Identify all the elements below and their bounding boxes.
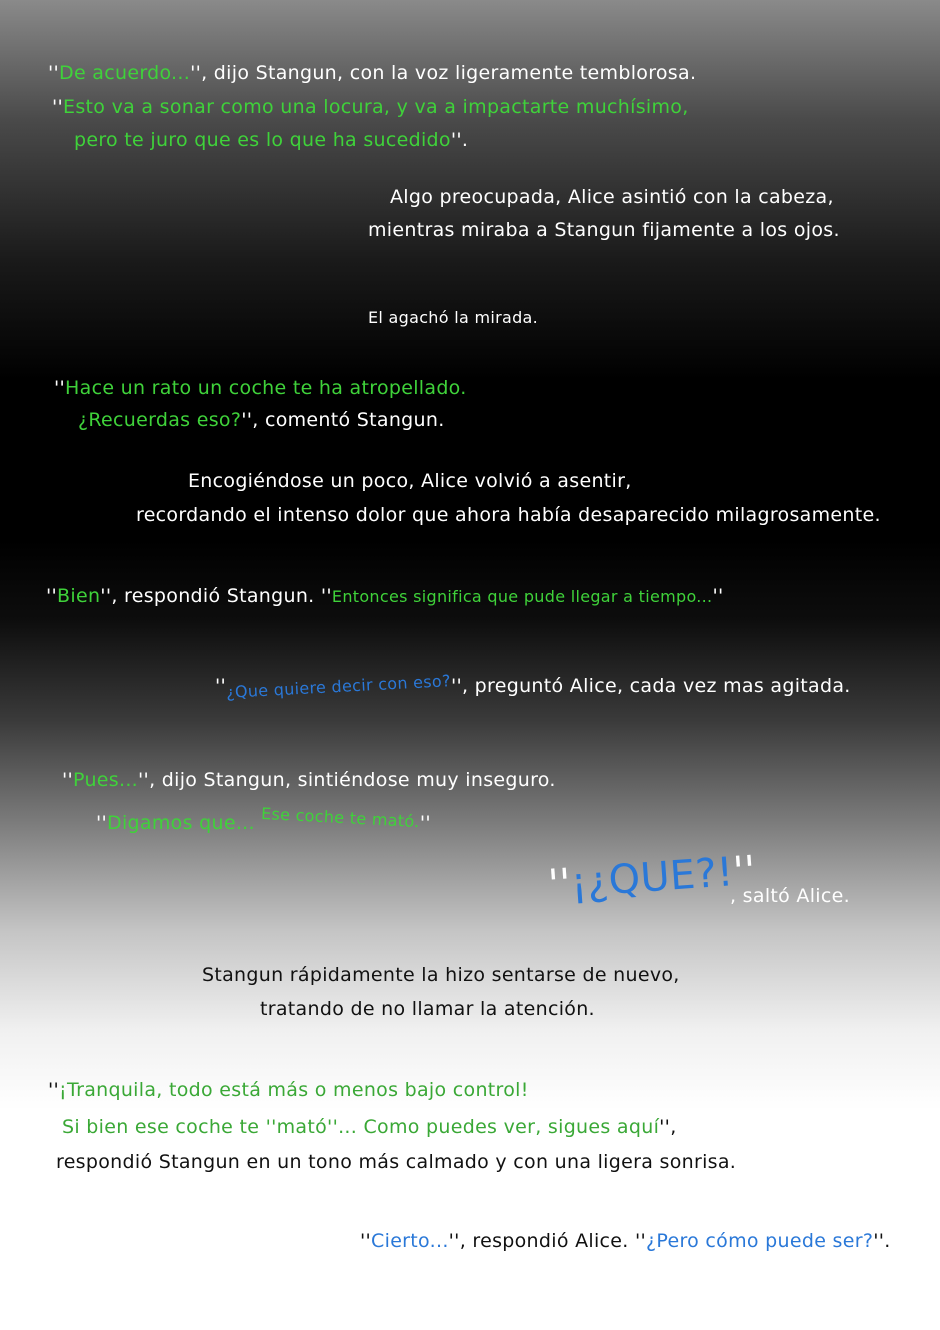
- narration: '', preguntó Alice, cada vez mas agitada.: [450, 675, 851, 697]
- narration-line: [730, 885, 850, 907]
- narration: '', respondió Stangun. '': [100, 585, 332, 607]
- stangun-speech: Ese coche te mató.: [260, 803, 421, 832]
- dialogue-line: [46, 585, 724, 607]
- dialogue-line: [360, 1230, 891, 1252]
- narration-line: [136, 504, 881, 526]
- quote-mark: '': [419, 812, 431, 834]
- narration-line: [56, 1151, 736, 1173]
- alice-speech: Cierto...: [371, 1230, 449, 1252]
- dialogue-line: [215, 671, 851, 702]
- narration: respondió Stangun en un tono más calmado y con una ligera sonrisa.: [56, 1151, 737, 1173]
- alice-speech: ¿Que quiere decir con eso?: [225, 671, 452, 702]
- dialogue-line: [52, 96, 689, 118]
- stangun-speech: pero te juro que es lo que ha sucedido: [74, 129, 451, 151]
- narration: '', dijo Stangun, sintiéndose muy inseguro.: [138, 769, 556, 791]
- quote-mark: '': [46, 585, 58, 607]
- stangun-speech: Entonces significa que pude llegar a tiempo...: [331, 587, 713, 606]
- alice-exclamation: [547, 848, 758, 908]
- narration: mientras miraba a Stangun fijamente a los ojos.: [368, 219, 840, 241]
- quote-mark: '',: [659, 1116, 677, 1138]
- stangun-speech: Hace un rato un coche te ha atropellado.: [65, 377, 467, 399]
- dialogue-line: [48, 62, 696, 84]
- dialogue-line: [62, 769, 556, 791]
- alice-speech: ¿Pero cómo puede ser?: [646, 1230, 874, 1252]
- quote-mark: '': [48, 62, 60, 84]
- narration: Encogiéndose un poco, Alice volvió a asentir,: [188, 470, 632, 492]
- dialogue-line: [96, 803, 431, 834]
- quote-mark: ''.: [873, 1230, 891, 1252]
- dialogue-line: [54, 377, 467, 399]
- narration-line: [202, 964, 680, 986]
- dialogue-line: [62, 1116, 677, 1138]
- quote-mark: '': [48, 1079, 60, 1101]
- stangun-speech: Bien: [57, 585, 101, 607]
- narration: recordando el intenso dolor que ahora había desaparecido milagrosamente.: [136, 504, 881, 526]
- quote-mark: '': [360, 1230, 372, 1252]
- narration: , saltó Alice.: [730, 885, 850, 907]
- stangun-speech: De acuerdo...: [59, 62, 191, 84]
- stangun-speech: Pues...: [73, 769, 139, 791]
- narration: '', comentó Stangun.: [241, 409, 445, 431]
- narration-line: [390, 186, 834, 208]
- dialogue-line: [48, 1079, 529, 1101]
- dialogue-line: [78, 409, 445, 431]
- narration: tratando de no llamar la atención.: [260, 998, 595, 1020]
- quote-mark: ''.: [450, 129, 469, 151]
- quote-mark: '': [546, 860, 573, 908]
- narration: '', dijo Stangun, con la voz ligeramente temblorosa.: [190, 62, 697, 84]
- stangun-speech: ¿Recuerdas eso?: [78, 409, 242, 431]
- narration-line: [368, 219, 840, 241]
- stangun-speech: Digamos que...: [107, 812, 255, 834]
- stangun-speech: Si bien ese coche te ''mató''... Como puedes ver, sigues aquí: [62, 1116, 660, 1138]
- alice-speech: ¡¿QUE?!: [569, 849, 735, 907]
- quote-mark: '': [54, 377, 66, 399]
- stangun-speech: ¡Tranquila, todo está más o menos bajo control!: [59, 1079, 529, 1101]
- quote-mark: '': [96, 812, 108, 834]
- quote-mark: '': [52, 96, 64, 118]
- narration-line: [260, 998, 595, 1020]
- quote-mark: '': [731, 847, 758, 896]
- stangun-speech: Esto va a sonar como una locura, y va a impactarte muchísimo,: [63, 96, 689, 118]
- narration: '', respondió Alice. '': [448, 1230, 647, 1252]
- quote-mark: '': [712, 585, 724, 607]
- narration: El agachó la mirada.: [368, 308, 539, 327]
- narration-line: [188, 470, 632, 492]
- dialogue-line: [74, 129, 468, 151]
- quote-mark: '': [215, 675, 227, 697]
- narration: Stangun rápidamente la hizo sentarse de nuevo,: [202, 964, 680, 986]
- narration: Algo preocupada, Alice asintió con la cabeza,: [390, 186, 834, 208]
- quote-mark: '': [62, 769, 74, 791]
- narration-line: [368, 308, 538, 327]
